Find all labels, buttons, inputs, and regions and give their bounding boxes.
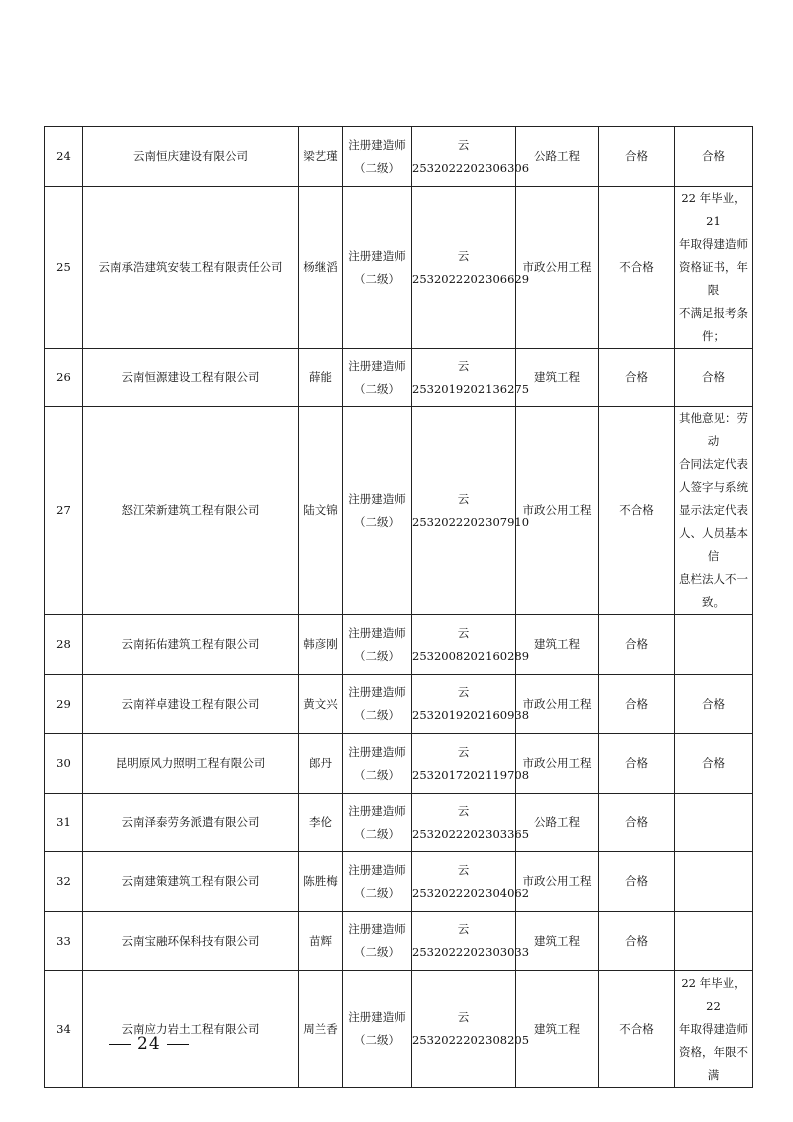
certificate-number-line: 云	[457, 922, 470, 936]
qualification-line: （二级）	[354, 708, 400, 722]
review-note	[675, 971, 753, 1088]
review-result: 不合格	[599, 407, 675, 615]
table-row	[45, 675, 753, 734]
review-note-line: 资格，年限不满	[679, 1045, 748, 1082]
review-note-line: 人、人员基本信	[679, 526, 748, 563]
qualification-line: 注册建造师	[348, 922, 406, 936]
page-footer	[103, 1034, 195, 1054]
certificate-number-line: 2532022202308205	[412, 1033, 530, 1047]
specialty: 公路工程	[516, 794, 599, 852]
table-row	[45, 407, 753, 615]
review-note	[675, 794, 753, 852]
company-name: 云南恒源建设工程有限公司	[83, 349, 299, 407]
company-name: 云南宝融环保科技有限公司	[83, 912, 299, 971]
person-name: 李伦	[299, 794, 343, 852]
certificate-number	[412, 615, 530, 675]
person-name: 陈胜梅	[299, 852, 343, 912]
qualification-line: （二级）	[354, 514, 400, 529]
qualification	[343, 971, 412, 1088]
certificate-number-line: 云	[457, 685, 470, 699]
qualification-line: 注册建造师	[348, 862, 406, 877]
qualification-line: 注册建造师	[348, 1010, 406, 1024]
company-name: 云南祥卓建设工程有限公司	[83, 675, 299, 734]
review-result: 合格	[599, 852, 675, 912]
qualification-line: （二级）	[354, 826, 400, 841]
review-note	[675, 734, 753, 794]
company-name: 云南拓佑建筑工程有限公司	[83, 615, 299, 675]
certificate-number-line: 2532019202160938	[412, 708, 530, 722]
table-row	[45, 734, 753, 794]
qualification	[343, 734, 412, 794]
table-row	[45, 852, 753, 912]
page-number: 24	[137, 1034, 161, 1054]
certificate-number	[412, 349, 530, 407]
row-number: 32	[45, 852, 83, 912]
specialty: 市政公用工程	[516, 187, 599, 349]
footer-dash-left	[109, 1044, 131, 1045]
certificate-number-line: 云	[457, 1010, 470, 1024]
row-number: 28	[45, 615, 83, 675]
footer-dash-right	[167, 1044, 189, 1045]
qualification-line: 注册建造师	[348, 358, 406, 373]
review-note-line: 年取得建造师	[679, 1022, 748, 1036]
qualification-line: （二级）	[354, 767, 400, 782]
qualification-line: （二级）	[354, 945, 400, 959]
person-name: 郎丹	[299, 734, 343, 794]
review-note	[675, 675, 753, 734]
certificate-number-line: 2532017202119708	[412, 767, 530, 782]
review-result: 合格	[599, 675, 675, 734]
review-note	[675, 127, 753, 187]
qualification	[343, 127, 412, 187]
row-number: 30	[45, 734, 83, 794]
qualification	[343, 912, 412, 971]
certificate-number-line: 云	[457, 137, 470, 152]
qualification-line: 注册建造师	[348, 744, 406, 759]
qualification-line: 注册建造师	[348, 803, 406, 818]
review-result: 合格	[599, 127, 675, 187]
specialty: 建筑工程	[516, 615, 599, 675]
table-row	[45, 187, 753, 349]
qualification-line: （二级）	[354, 160, 400, 175]
person-name: 韩彦刚	[299, 615, 343, 675]
review-note	[675, 852, 753, 912]
specialty: 市政公用工程	[516, 675, 599, 734]
specialty: 建筑工程	[516, 349, 599, 407]
certificate-number-line: 云	[457, 358, 470, 373]
person-name: 周兰香	[299, 971, 343, 1088]
person-name: 苗辉	[299, 912, 343, 971]
company-name: 云南恒庆建设有限公司	[83, 127, 299, 187]
specialty: 建筑工程	[516, 912, 599, 971]
company-name: 昆明原风力照明工程有限公司	[83, 734, 299, 794]
qualification-line: 注册建造师	[348, 248, 406, 263]
specialty: 市政公用工程	[516, 852, 599, 912]
row-number: 27	[45, 407, 83, 615]
table-row	[45, 912, 753, 971]
table-row	[45, 127, 753, 187]
review-note-line: 合格	[702, 370, 725, 384]
review-note-line: 资格证书，年限	[679, 260, 748, 297]
qualification	[343, 675, 412, 734]
person-name: 陆文锦	[299, 407, 343, 615]
certificate-number-line: 云	[457, 744, 470, 759]
review-note	[675, 407, 753, 615]
review-note-line: 22 年毕业，21	[681, 191, 746, 228]
row-number: 26	[45, 349, 83, 407]
certificate-number	[412, 187, 530, 349]
company-name: 云南建策建筑工程有限公司	[83, 852, 299, 912]
certificate-number-line: 云	[457, 625, 470, 640]
table-row	[45, 971, 753, 1088]
certificate-number	[412, 971, 530, 1088]
certificate-number-line: 2532022202303365	[412, 826, 530, 841]
row-number: 25	[45, 187, 83, 349]
review-result: 不合格	[599, 187, 675, 349]
table-row	[45, 615, 753, 675]
qualification	[343, 187, 412, 349]
review-note-line: 合格	[702, 756, 725, 770]
qualification-review-table	[44, 126, 753, 1088]
certificate-number-line: 云	[457, 491, 470, 506]
person-name: 梁艺瑾	[299, 127, 343, 187]
table-row	[45, 349, 753, 407]
review-note-line: 息栏法人不一	[679, 572, 748, 586]
certificate-number-line: 2532008202160289	[412, 648, 530, 663]
review-note-line: 件；	[702, 329, 725, 343]
review-result: 合格	[599, 794, 675, 852]
certificate-number-line: 云	[457, 862, 470, 877]
qualification-line: 注册建造师	[348, 491, 406, 506]
certificate-number	[412, 852, 530, 912]
specialty: 公路工程	[516, 127, 599, 187]
review-note-line: 22 年毕业，22	[681, 976, 746, 1013]
company-name: 怒江荣新建筑工程有限公司	[83, 407, 299, 615]
certificate-number	[412, 734, 530, 794]
review-note-line: 合格	[702, 696, 725, 711]
certificate-number-line: 2532019202136275	[412, 381, 530, 396]
review-result: 合格	[599, 615, 675, 675]
qualification-line: 注册建造师	[348, 137, 406, 152]
specialty: 建筑工程	[516, 971, 599, 1088]
qualification	[343, 407, 412, 615]
certificate-number-line: 2532022202304062	[412, 885, 530, 900]
certificate-number	[412, 794, 530, 852]
qualification	[343, 349, 412, 407]
review-note-line: 其他意见：劳动	[679, 411, 748, 448]
person-name: 杨继滔	[299, 187, 343, 349]
qualification-line: （二级）	[354, 381, 400, 396]
company-name: 云南应力岩土工程有限公司	[83, 971, 299, 1088]
review-result: 合格	[599, 734, 675, 794]
review-note-line: 不满足报考条	[679, 306, 748, 320]
certificate-number-line: 2532022202303033	[412, 945, 530, 959]
review-note	[675, 615, 753, 675]
certificate-number	[412, 912, 530, 971]
row-number: 31	[45, 794, 83, 852]
review-note-line: 年取得建造师	[679, 237, 748, 251]
qualification	[343, 794, 412, 852]
review-note-line: 显示法定代表	[679, 503, 748, 517]
review-note-line: 合同法定代表	[679, 457, 748, 471]
review-result: 合格	[599, 349, 675, 407]
row-number: 33	[45, 912, 83, 971]
qualification-line: （二级）	[354, 271, 400, 286]
person-name: 薛能	[299, 349, 343, 407]
specialty: 市政公用工程	[516, 734, 599, 794]
review-note-line: 致。	[702, 595, 725, 609]
review-result: 不合格	[599, 971, 675, 1088]
qualification-line: 注册建造师	[348, 625, 406, 640]
qualification	[343, 615, 412, 675]
company-name: 云南承浩建筑安装工程有限责任公司	[83, 187, 299, 349]
qualification	[343, 852, 412, 912]
certificate-number-line: 云	[457, 248, 470, 263]
specialty: 市政公用工程	[516, 407, 599, 615]
review-note	[675, 349, 753, 407]
company-name: 云南泽泰劳务派遣有限公司	[83, 794, 299, 852]
review-result: 合格	[599, 912, 675, 971]
row-number: 24	[45, 127, 83, 187]
qualification-line: （二级）	[354, 885, 400, 900]
review-note-line: 人签字与系统	[679, 480, 748, 494]
qualification-line: （二级）	[354, 648, 400, 663]
certificate-number-line: 2532022202307910	[412, 514, 530, 529]
row-number: 29	[45, 675, 83, 734]
table-row	[45, 794, 753, 852]
certificate-number-line: 云	[457, 803, 470, 818]
review-note	[675, 912, 753, 971]
row-number: 34	[45, 971, 83, 1088]
qualification-line: 注册建造师	[348, 685, 406, 699]
qualification-line: （二级）	[354, 1033, 400, 1047]
certificate-number-line: 2532022202306306	[412, 160, 530, 175]
person-name: 黄文兴	[299, 675, 343, 734]
review-note	[675, 187, 753, 349]
certificate-number	[412, 675, 530, 734]
review-note-line: 合格	[702, 149, 725, 163]
certificate-number	[412, 407, 530, 615]
certificate-number	[412, 127, 530, 187]
certificate-number-line: 2532022202306629	[412, 271, 530, 286]
